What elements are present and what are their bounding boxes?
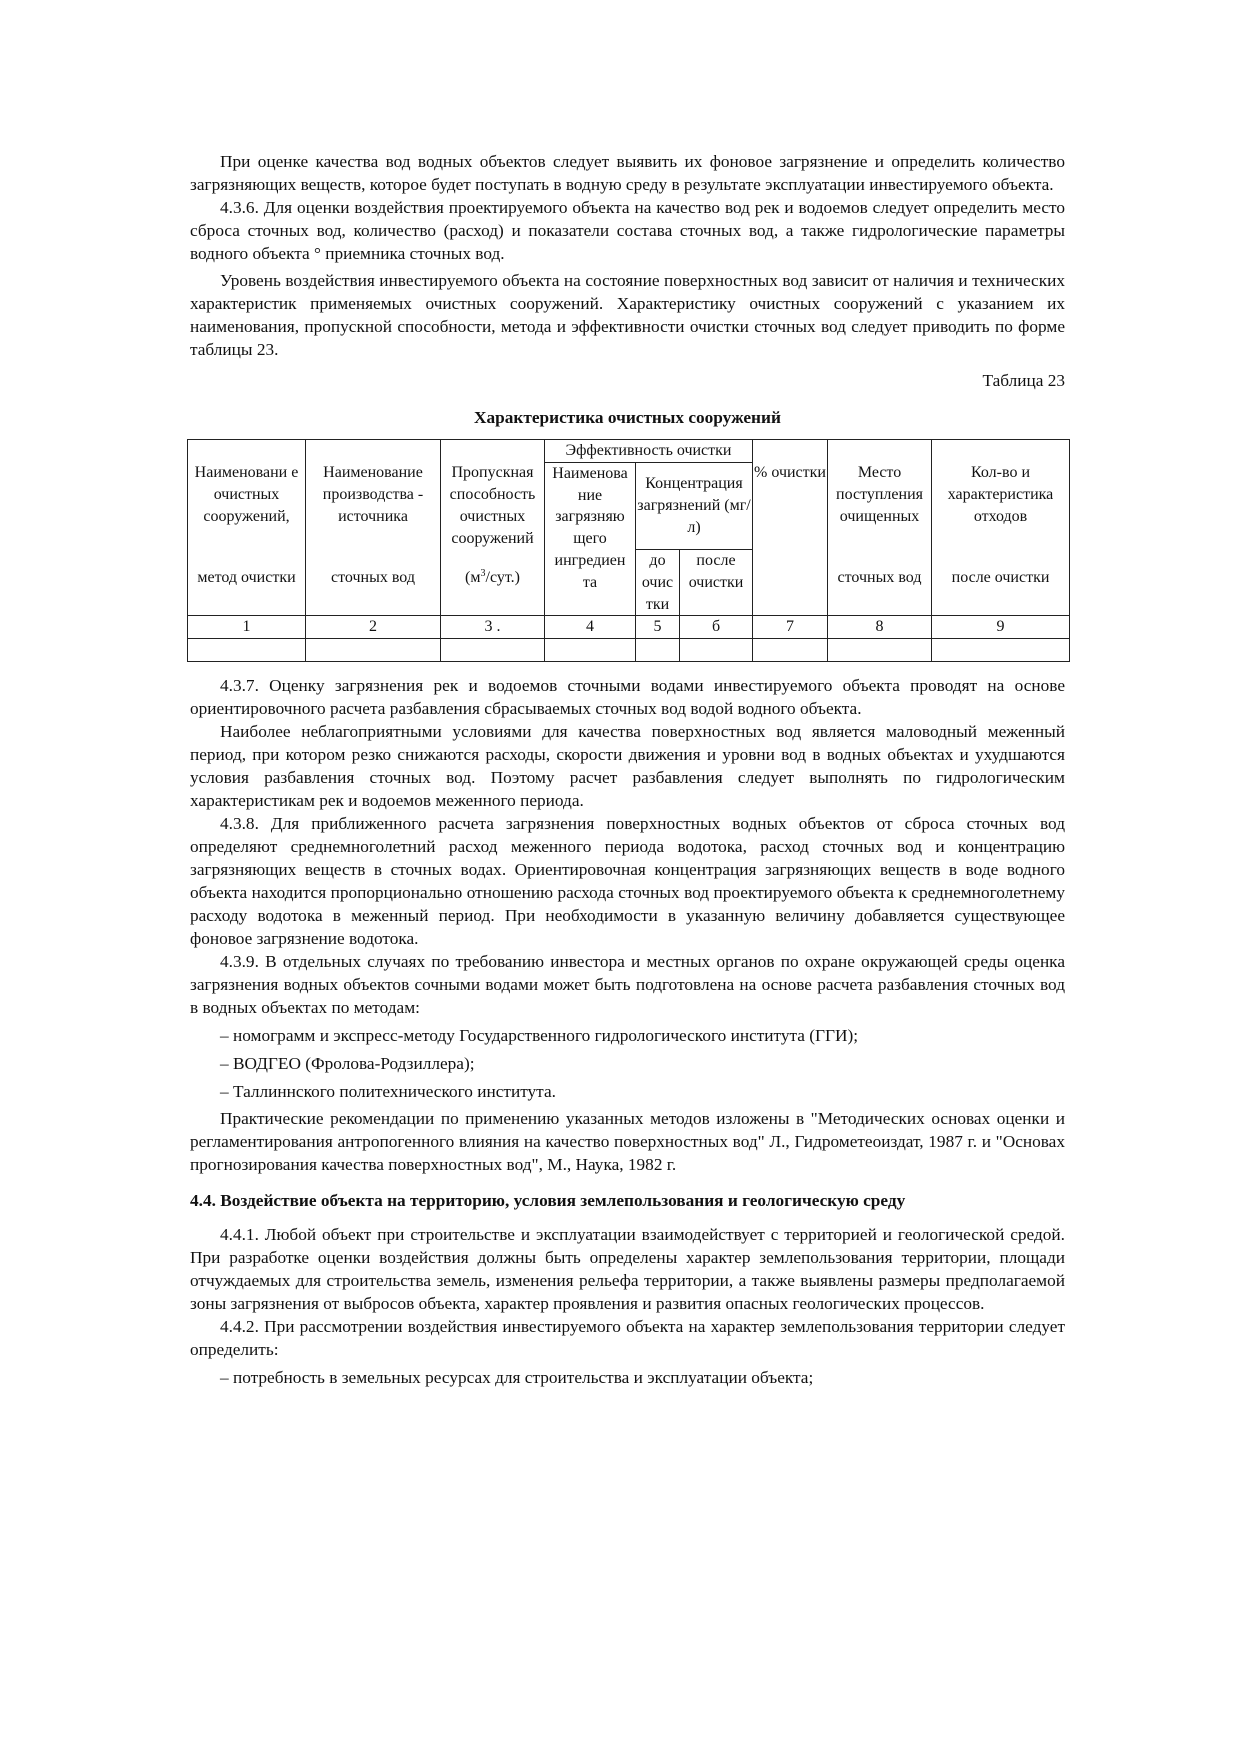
document-page [190, 150, 1065, 1389]
header-after-treatment-waste: после очистки [932, 549, 1070, 615]
list-item-land-resources: – потребность в земельных ресурсах для строительства и эксплуатации объекта; [220, 1368, 814, 1388]
header-waste-characteristics: Кол-во и характеристика отходов [932, 462, 1070, 549]
header-facility-method: метод очистки [188, 549, 306, 615]
section-heading-4-4: 4.4. Воздействие объекта на территорию, условия землепользования и геологическую среду [190, 1191, 906, 1211]
column-number: 5 [636, 616, 680, 639]
table-header-row-group [188, 440, 1070, 463]
table-title: Характеристика очистных сооружений [474, 408, 781, 427]
table-number-caption: Таблица 23 [982, 371, 1065, 390]
header-pollutant-name: Наименова ние загрязняю щего ингредиен та [545, 462, 636, 616]
column-number: 3 . [441, 616, 545, 639]
header-wastewater: сточных вод [306, 549, 441, 615]
header-facility-name: Наименовани е очистных сооружений, [188, 462, 306, 549]
column-number: 9 [932, 616, 1070, 639]
paragraph-low-water: Наиболее неблагоприятными условиями для качества поверхностных вод является маловодный меженный период, при котором резко снижаются расходы, скорости движения и уровни вод в водных объектах и ухудшаются условия разбавления сточных вод. Поэтому расчет разбавления следует выполнять по гидрологическим характеристикам рек и водоемов меженного периода. [190, 722, 1065, 811]
header-production-source: Наименование производства - источника [306, 462, 441, 549]
header-before-treatment: до очис тки [636, 549, 680, 615]
column-number: б [680, 616, 753, 639]
header-capacity-unit: $(м^3/сут.)$ [441, 549, 545, 615]
paragraph-4-3-6: 4.3.6. Для оценки воздействия проектируемого объекта на качество вод рек и водоемов следует определить место сброса сточных вод, количество (расход) и показатели состава сточных вод, а также гидрологические параметры водного объекта ° приемника сточных вод. [190, 198, 1065, 263]
list-item-method: – ВОДГЕО (Фролова-Родзиллера); [220, 1054, 475, 1074]
paragraph-4-3-7: 4.3.7. Оценку загрязнения рек и водоемов сточными водами инвестируемого объекта проводят на основе ориентировочного расчета разбавления сбрасываемых сточных вод водой водного объекта. [190, 676, 1065, 719]
header-capacity: Пропускная способность очистных сооружений [441, 462, 545, 549]
paragraph-4-3-8: 4.3.8. Для приближенного расчета загрязнения поверхностных водных объектов от сброса сточных вод определяют среднемноголетний расход меженного периода водотока, расход сточных вод и концентрацию загрязняющих веществ в сточных водах. Ориентировочная концентрация загрязняющих веществ в воде водного объекта находится пропорционально отношению расхода сточных вод проектируемого объекта к среднемноголетнему расходу водотока в меженный период. При необходимости в указанную величину добавляется существующее фоновое загрязнение водотока. [190, 814, 1065, 949]
column-number: 2 [306, 616, 441, 639]
table-empty-row [188, 639, 1070, 662]
list-item-method: – номограмм и экспресс-методу Государственного гидрологического института (ГГИ); [220, 1026, 859, 1046]
header-percent-treatment: % очистки [753, 462, 828, 549]
paragraph-4-4-2: 4.4.2. При рассмотрении воздействия инвестируемого объекта на характер землепользования территории следует определить: [190, 1317, 1065, 1360]
paragraph-4-3-9: 4.3.9. В отдельных случаях по требованию инвестора и местных органов по охране окружающей среды оценка загрязнения водных объектов сочными водами может быть подготовлена на основе расчета разбавления сточных вод в водных объектах по методам: [190, 952, 1065, 1018]
treatment-facilities-table [187, 439, 1070, 662]
paragraph-methods-references: Практические рекомендации по применению указанных методов изложены в "Методических основах оценки и регламентирования антропогенного влияния на качество поверхностных вод" Л., Гидрометеоиздат, 1987 г. и "Основах прогнозирования качества поверхностных вод", М., Наука, 1982 г. [190, 1109, 1065, 1175]
header-discharge-wastewater: сточных вод [828, 549, 932, 615]
list-item-method: – Таллиннского политехнического института. [220, 1082, 556, 1102]
paragraph-4-4-1: 4.4.1. Любой объект при строительстве и эксплуатации взаимодействует с территорией и геологической средой. При разработке оценки воздействия должны быть определены характер землепользования территории, площади отчуждаемых для строительства земель, изменения рельефа территории, а также выявлены размеры предполагаемой зоны загрязнения от выбросов объекта, характер проявления и развития опасных геологических процессов. [190, 1225, 1065, 1314]
paragraph-treatment-level: Уровень воздействия инвестируемого объекта на состояние поверхностных вод зависит от наличия и технических характеристик применяемых очистных сооружений. Характеристику очистных сооружений с указанием их наименования, пропускной способности, метода и эффективности очистки сточных вод следует приводить по форме таблицы 23. [190, 271, 1065, 359]
header-concentration: Концентрация загрязнений (мг/л) [636, 462, 753, 549]
column-number: 1 [188, 616, 306, 639]
table-column-numbers-row [188, 616, 1070, 639]
header-efficiency-group: Эффективность очистки [545, 440, 753, 463]
column-number: 4 [545, 616, 636, 639]
paragraph-intro: При оценке качества вод водных объектов следует выявить их фоновое загрязнение и определить количество загрязняющих веществ, которое будет поступать в водную среду в результате эксплуатации инвестируемого объекта. [190, 152, 1065, 194]
header-after-treatment: после очистки [680, 549, 753, 615]
column-number: 8 [828, 616, 932, 639]
table-header-row-main [188, 462, 1070, 549]
column-number: 7 [753, 616, 828, 639]
header-discharge-place: Место поступления очищенных [828, 462, 932, 549]
